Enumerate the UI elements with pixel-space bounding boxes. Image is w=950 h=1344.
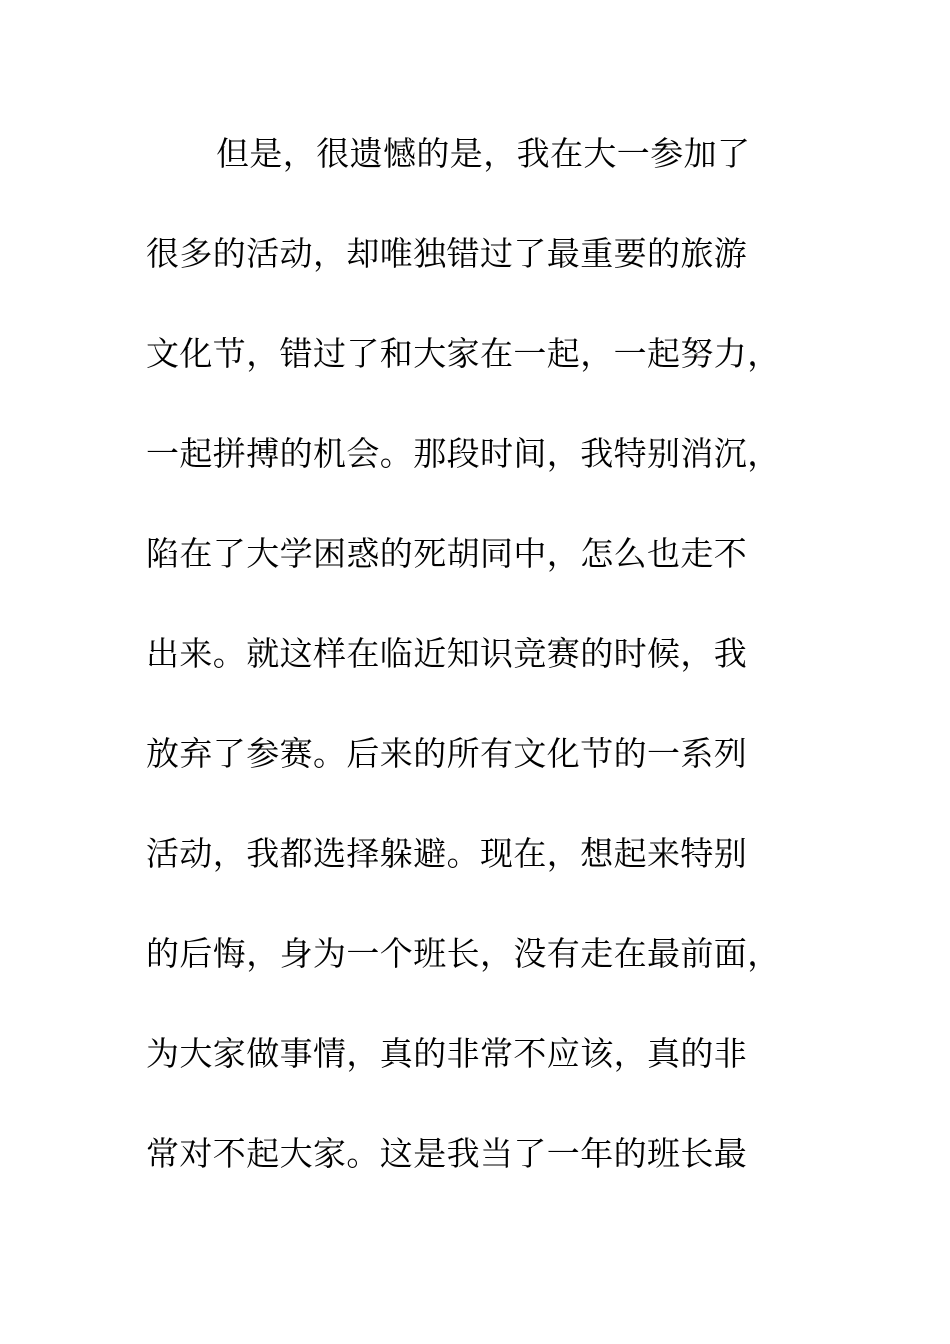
paragraph-line: 很多的活动，却唯独错过了最重要的旅游 <box>146 234 748 273</box>
paragraph-line: 活动，我都选择躲避。现在，想起来特别 <box>146 834 748 873</box>
paragraph-line: 文化节，错过了和大家在一起，一起努力， <box>146 334 781 373</box>
paragraph-line: 为大家做事情，真的非常不应该，真的非 <box>146 1034 748 1073</box>
paragraph-line: 一起拼搏的机会。那段时间，我特别消沉， <box>146 434 781 473</box>
paragraph-line: 出来。就这样在临近知识竞赛的时候，我 <box>146 634 748 673</box>
paragraph-line: 陷在了大学困惑的死胡同中，怎么也走不 <box>146 534 748 573</box>
paragraph-line: 放弃了参赛。后来的所有文化节的一系列 <box>146 734 748 773</box>
paragraph-line: 的后悔，身为一个班长，没有走在最前面， <box>146 934 781 973</box>
paragraph-line: 但是，很遗憾的是，我在大一参加了 <box>216 134 751 173</box>
body-paragraph <box>146 127 806 1227</box>
paragraph-line: 常对不起大家。这是我当了一年的班长最 <box>146 1134 748 1173</box>
